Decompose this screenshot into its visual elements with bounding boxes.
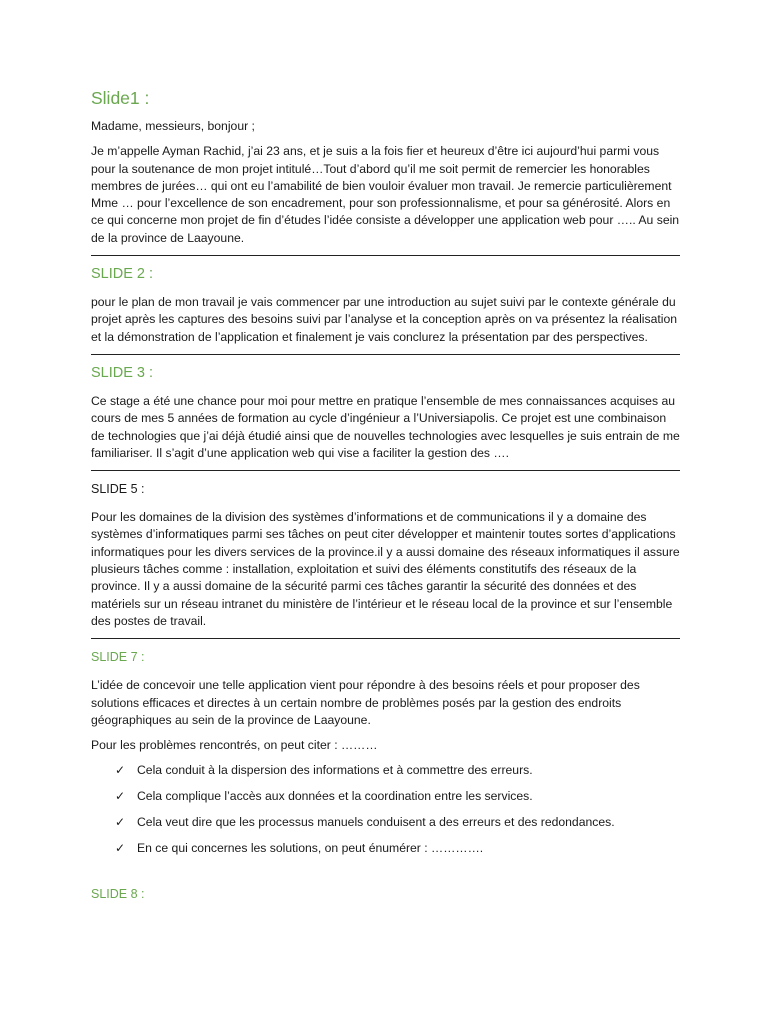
problems-list [91,762,680,857]
slide7-problems-intro: Pour les problèmes rencontrés, on peut citer : ……… [91,738,378,753]
slide3-body: Ce stage a été une chance pour moi pour mettre en pratique l’ensemble de mes connaissances acquises au cours de mes 5 années de formation au cycle d’ingénieur a l’Universiapolis. Ce projet est une combinaison de technologies que j’ai déjà étudié ainsi que de nouvelles technologies avec lesquelles je suis entrain de me familiariser. Il s’agit d’une application web qui vise a faciliter la gestion des …. [91,393,680,460]
list-item [115,788,680,805]
slide2-body: pour le plan de mon travail je vais commencer par une introduction au sujet suivi par le contexte générale du projet après les captures des besoins suivi par l’analyse et la conception après on va présentez la réalisation et la démonstration de l’application et finalement je vais conclurez la présentation par des perspectives. [91,295,678,344]
slide5-heading: SLIDE 5 : [91,482,145,497]
slide1-heading: Slide1 : [91,88,150,108]
document-page [91,88,680,914]
slide8-heading: SLIDE 8 : [91,887,145,902]
list-item [115,814,680,831]
checkmark-icon: ✓ [115,815,126,830]
list-item-text: Cela veut dire que les processus manuels conduisent a des erreurs et des redondances. [137,815,615,830]
slide5-body: Pour les domaines de la division des systèmes d’informations et de communications il y a domaine des systèmes d’informatiques parmi ses tâches on peut citer développer et maintenir toutes sortes d’applications informatiques pour les divers services de la province.il y a aussi domaine des réseaux informatiques il assure plusieurs tâches comme : installation, exploitation et suivi des éléments constitutifs des réseaux de la province. Il y a aussi domaine de la sécurité parmi ces tâches garantir la sécurité des données et des matériels sur un réseau intranet du ministère de l’intérieur et le réseau local de la province et sur l’ensemble des postes de travail. [91,510,680,628]
slide7-body: L’idée de concevoir une telle application vient pour répondre à des besoins réels et pour proposer des solutions efficaces et directes à un certain nombre de problèmes posés par la gestion des endroits géographiques au sein de la province de Laayoune. [91,678,640,727]
checkmark-icon: ✓ [115,841,126,856]
checkmark-icon: ✓ [115,789,126,804]
list-item-text: Cela conduit à la dispersion des informations et à commettre des erreurs. [137,763,533,778]
section-divider [91,470,680,471]
list-item-text: Cela complique l’accès aux données et la coordination entre les services. [137,789,533,804]
slide7-heading: SLIDE 7 : [91,650,145,665]
checkmark-icon: ✓ [115,763,126,778]
section-divider [91,638,680,639]
slide1-greeting: Madame, messieurs, bonjour ; [91,119,255,133]
list-item-text: En ce qui concernes les solutions, on peut énumérer : …………. [137,841,484,856]
section-divider [91,255,680,256]
list-item [115,762,680,779]
slide1-body: Je m’appelle Ayman Rachid, j’ai 23 ans, et je suis a la fois fier et heureux d’être ici aujourd’hui parmi vous pour la soutenance de mon projet intitulé…Tout d’abord qu’il me soit permit de remercier les honorables membres de jurées… qui ont eu l’amabilité de bien vouloir évaluer mon travail. Je remercie particulièrement Mme … pour l’excellence de son encadrement, pour son professionnalisme, et pour sa générosité. Alors en ce qui concerne mon projet de fin d’études l’idée consiste a développer une application web pour ….. Au sein de la province de Laayoune. [91,144,680,245]
list-item [115,840,680,857]
section-divider [91,354,680,355]
slide2-heading: SLIDE 2 : [91,266,154,283]
spacer [91,866,680,884]
slide3-heading: SLIDE 3 : [91,364,154,381]
